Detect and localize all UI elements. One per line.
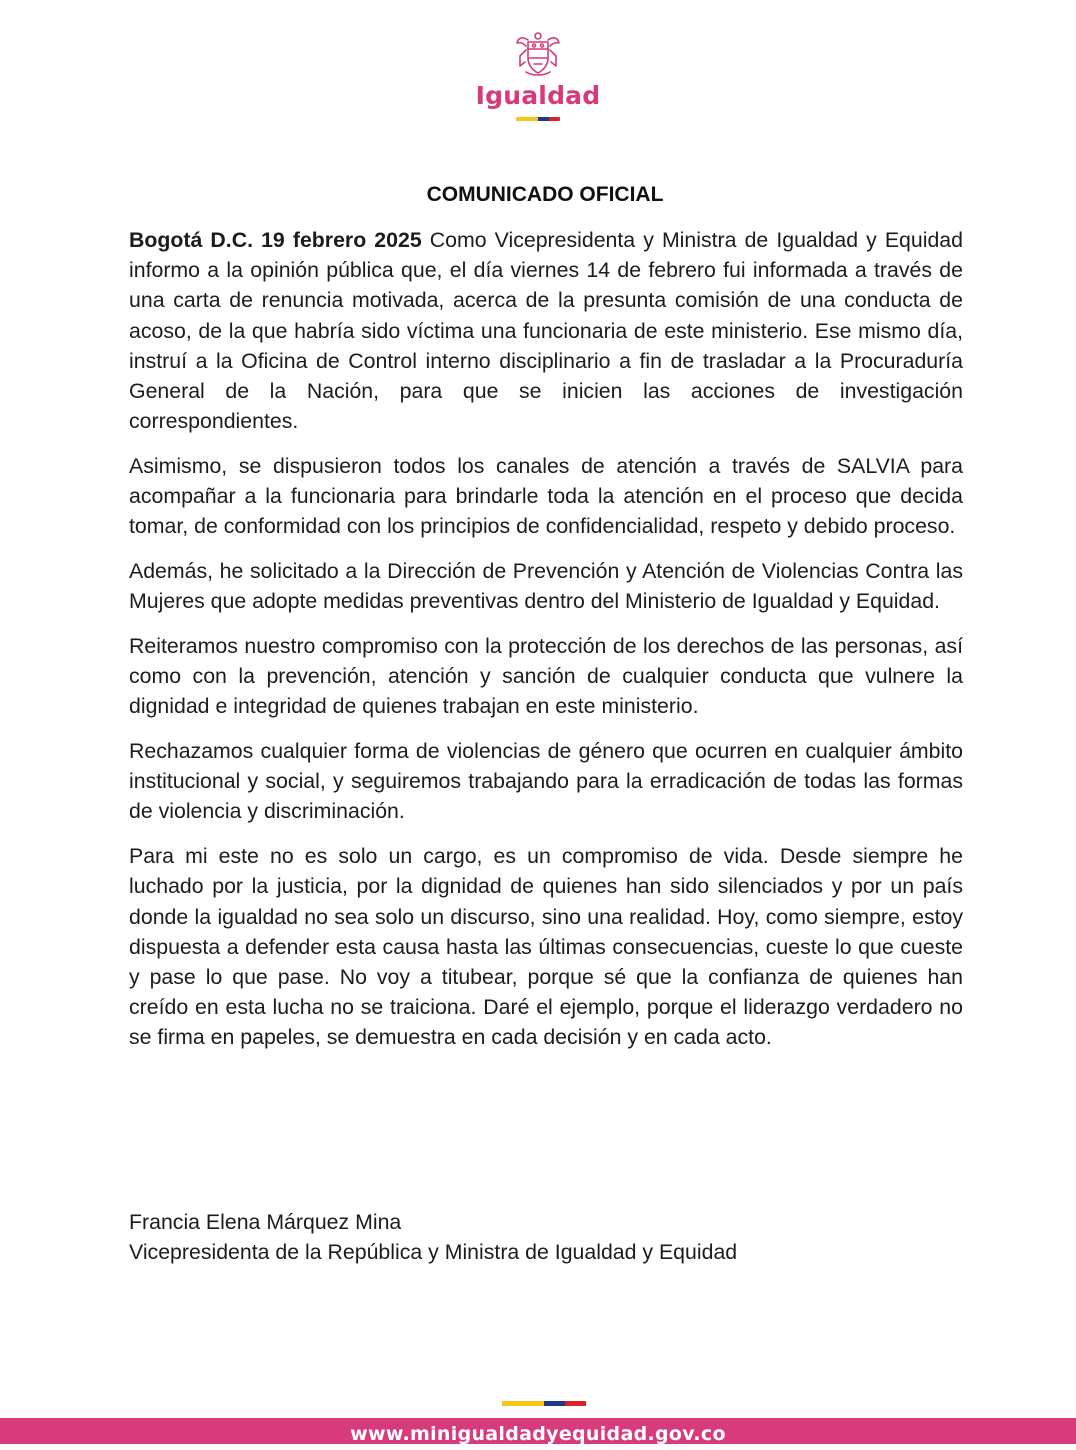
document-title: COMUNICADO OFICIAL bbox=[426, 183, 664, 206]
paragraph-4: Reiteramos nuestro compromiso con la protección de los derechos de las personas, así como con la prevención, atención y sanción de cualquier conducta que vulnere la dignidad e integridad de quienes trabajan en este ministerio. bbox=[129, 633, 963, 719]
dateline: Bogotá D.C. 19 febrero 2025 bbox=[129, 228, 422, 252]
footer-flag-stripe bbox=[502, 1401, 586, 1406]
signature-name: Francia Elena Márquez Mina bbox=[129, 1210, 402, 1234]
paragraph-5: Rechazamos cualquier forma de violencias de género que ocurren en cualquier ámbito institucional y social, y seguiremos trabajando para la erradicación de todas las formas de violencia y discriminación. bbox=[129, 739, 963, 824]
brand-name: Igualdad bbox=[475, 81, 601, 110]
footer-url-link[interactable]: www.minigualdadyequidad.gov.co bbox=[350, 1423, 726, 1445]
flag-stripe bbox=[516, 117, 560, 121]
header bbox=[0, 30, 1076, 121]
paragraph-2: Asimismo, se dispusieron todos los canales de atención a través de SALVIA para acompañar a la funcionaria para brindarle toda la atención en el proceso que decida tomar, de conformidad con los principios de confidencialidad, respeto y debido proceso. bbox=[129, 453, 963, 539]
paragraph-6: Para mi este no es solo un cargo, es un compromiso de vida. Desde siempre he luchado por la justicia, por la dignidad de quienes han sido silenciados y por un país donde la igualdad no sea solo un discurso, sino una realidad. Hoy, como siempre, estoy dispuesta a defender esta causa hasta las últimas consecuencias, cueste lo que cueste y pase lo que pase. No voy a titubear, porque sé que la confianza de quienes han creído en esta lucha no se traiciona. Daré el ejemplo, porque el liderazgo verdadero no se firma en papeles, se demuestra en cada decisión y en cada acto. bbox=[129, 844, 963, 1050]
paragraph-3: Además, he solicitado a la Dirección de Prevención y Atención de Violencias Contra las Mujeres que adopte medidas preventivas dentro del Ministerio de Igualdad y Equidad. bbox=[129, 559, 963, 614]
signature-title: Vicepresidenta de la República y Ministra de Igualdad y Equidad bbox=[129, 1240, 738, 1264]
colombia-coat-of-arms-icon bbox=[514, 30, 562, 80]
signature-block bbox=[129, 1207, 737, 1267]
paragraph-1: Bogotá D.C. 19 febrero 2025 Como Vicepresidenta y Ministra de Igualdad y Equidad informo a la opinión pública que, el día viernes 14 de febrero fui informada a través de una carta de renuncia motivada, acerca de la presunta comisión de una conducta de acoso, de la que habría sido víctima una funcionaria de este ministerio. Ese mismo día, instruí a la Oficina de Control interno disciplinario a fin de trasladar a la Procuraduría General de la Nación, para que se inicien las acciones de investigación correspondientes. bbox=[129, 228, 963, 434]
footer-bar bbox=[0, 1418, 1076, 1444]
document-body bbox=[129, 225, 963, 1053]
